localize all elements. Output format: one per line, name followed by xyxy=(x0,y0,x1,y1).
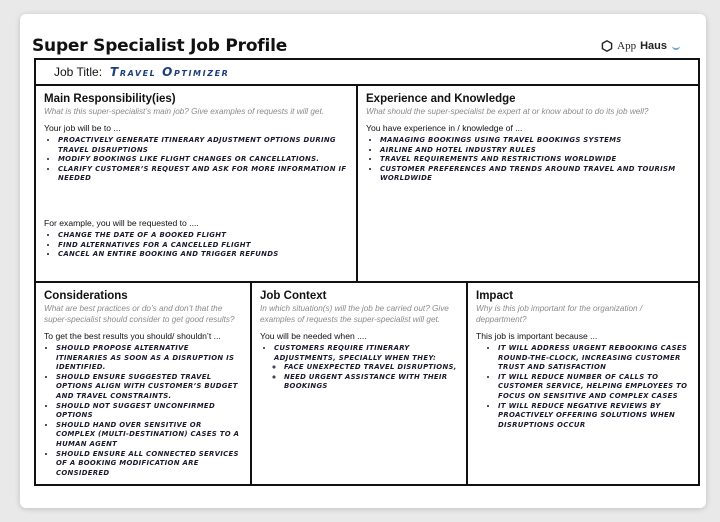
section-heading: Job Context xyxy=(260,290,327,302)
list-item: • PROACTIVELY GENERATE ITINERARY ADJUSTMENT OPTIONS DURING TRAVEL DISRUPTIONS xyxy=(58,136,348,155)
considerations-list xyxy=(44,344,242,478)
context-sublist xyxy=(274,363,458,392)
job-context-section xyxy=(252,281,468,484)
list-item: • SHOULD NOT SUGGEST UNCONFIRMED OPTIONS xyxy=(56,402,242,421)
job-title-value: Travel Optimizer xyxy=(110,65,230,79)
list-item-text: CUSTOMERS REQUIRE ITINERARY ADJUSTMENTS, SPECIALLY WHEN THEY: xyxy=(274,344,437,362)
section-subheading: What is this super-specialist’s main job? Give examples of requests it will get. xyxy=(44,107,325,116)
list-item: • SHOULD PROPOSE ALTERNATIVE ITINERARIES AS SOON AS A DISRUPTION IS IDENTIFIED. xyxy=(56,344,242,373)
responsibility-list xyxy=(44,136,348,184)
list-item: • SHOULD HAND OVER SENSITIVE OR COMPLEX (MULTI-DESTINATION) CASES TO A HUMAN AGENT xyxy=(56,421,242,450)
list-item: • AIRLINE AND HOTEL INDUSTRY RULES xyxy=(380,146,690,156)
profile-board xyxy=(34,58,700,486)
list-item: • CANCEL AN ENTIRE BOOKING AND TRIGGER REFUNDS xyxy=(58,250,348,260)
section-subheading: What are best practices or do’s and don’t that the super-specialist should consider to get good results? xyxy=(44,304,235,324)
section-heading: Main Responsibility(ies) xyxy=(44,93,176,105)
list-item: • MODIFY BOOKINGS LIKE FLIGHT CHANGES OR CANCELLATIONS. xyxy=(58,155,348,165)
experience-section xyxy=(358,86,698,281)
section-heading: Impact xyxy=(476,290,514,302)
context-list xyxy=(260,344,458,392)
list-item: • CHANGE THE DATE OF A BOOKED FLIGHT xyxy=(58,231,348,241)
section-intro: This job is important because ... xyxy=(476,331,598,341)
section-intro: Your job will be to ... xyxy=(44,123,121,133)
section-intro: You have experience in / knowledge of ... xyxy=(366,123,523,133)
list-item xyxy=(274,344,458,392)
list-item: • SHOULD ENSURE SUGGESTED TRAVEL OPTIONS ALIGN WITH CUSTOMER’S BUDGET AND TRAVEL CONSTRAINTS. xyxy=(56,373,242,402)
page-title: Super Specialist Job Profile xyxy=(32,36,288,56)
list-item: • SHOULD ENSURE ALL CONNECTED SERVICES OF A BOOKING MODIFICATION ARE CONSIDERED xyxy=(56,450,242,479)
job-profile-card xyxy=(20,14,706,508)
job-title-row xyxy=(36,60,698,86)
section-subheading: What should the super-specialist be expert at or know about to do its job well? xyxy=(366,107,649,116)
list-item: • IT WILL REDUCE NEGATIVE REVIEWS BY PROACTIVELY OFFERING SOLUTIONS WHEN DISRUPTIONS OCCUR xyxy=(498,402,690,431)
section-subheading: In which situation(s) will the job be carried out? Give examples of requests the super-specialist will get. xyxy=(260,304,449,324)
example-list xyxy=(44,231,348,260)
section-heading: Considerations xyxy=(44,290,128,302)
list-item: • CUSTOMER PREFERENCES AND TRENDS AROUND TRAVEL AND TOURISM WORLDWIDE xyxy=(380,165,690,184)
section-intro: You will be needed when .... xyxy=(260,331,367,341)
list-item: • CLARIFY CUSTOMER’S REQUEST AND ASK FOR MORE INFORMATION IF NEEDED xyxy=(58,165,348,184)
list-item: • FIND ALTERNATIVES FOR A CANCELLED FLIGHT xyxy=(58,241,348,251)
list-subitem: ◦ NEED URGENT ASSISTANCE WITH THEIR BOOKINGS xyxy=(284,373,458,392)
list-item: • IT WILL REDUCE NUMBER OF CALLS TO CUSTOMER SERVICE, HELPING EMPLOYEES TO FOCUS ON SENSITIVE AND COMPLEX CASES xyxy=(498,373,690,402)
section-heading: Experience and Knowledge xyxy=(366,93,516,105)
section-intro-example: For example, you will be requested to .... xyxy=(44,217,199,228)
impact-list xyxy=(476,344,690,430)
list-item: • MANAGING BOOKINGS USING TRAVEL BOOKINGS SYSTEMS xyxy=(380,136,690,146)
list-subitem: ◦ FACE UNEXPECTED TRAVEL DISRUPTIONS, xyxy=(284,363,458,373)
list-item: • IT WILL ADDRESS URGENT REBOOKING CASES ROUND-THE-CLOCK, INCREASING CUSTOMER TRUST AND SATISFACTION xyxy=(498,344,690,373)
impact-section xyxy=(468,281,698,484)
section-subheading: Why is this job important for the organization / deppartment? xyxy=(476,304,643,324)
logo-prefix: App xyxy=(617,40,637,52)
hexagon-logo-icon xyxy=(601,40,613,52)
list-item: • TRAVEL REQUIREMENTS AND RESTRICTIONS WORLDWIDE xyxy=(380,155,690,165)
wave-icon xyxy=(672,44,680,50)
experience-list xyxy=(366,136,690,184)
job-title-label: Job Title: xyxy=(54,65,103,79)
apphaus-logo xyxy=(601,40,680,52)
main-responsibility-section xyxy=(36,86,358,281)
considerations-section xyxy=(36,281,252,484)
logo-suffix: Haus xyxy=(640,40,667,52)
section-intro: To get the best results you should/ shouldn’t ... xyxy=(44,331,221,341)
